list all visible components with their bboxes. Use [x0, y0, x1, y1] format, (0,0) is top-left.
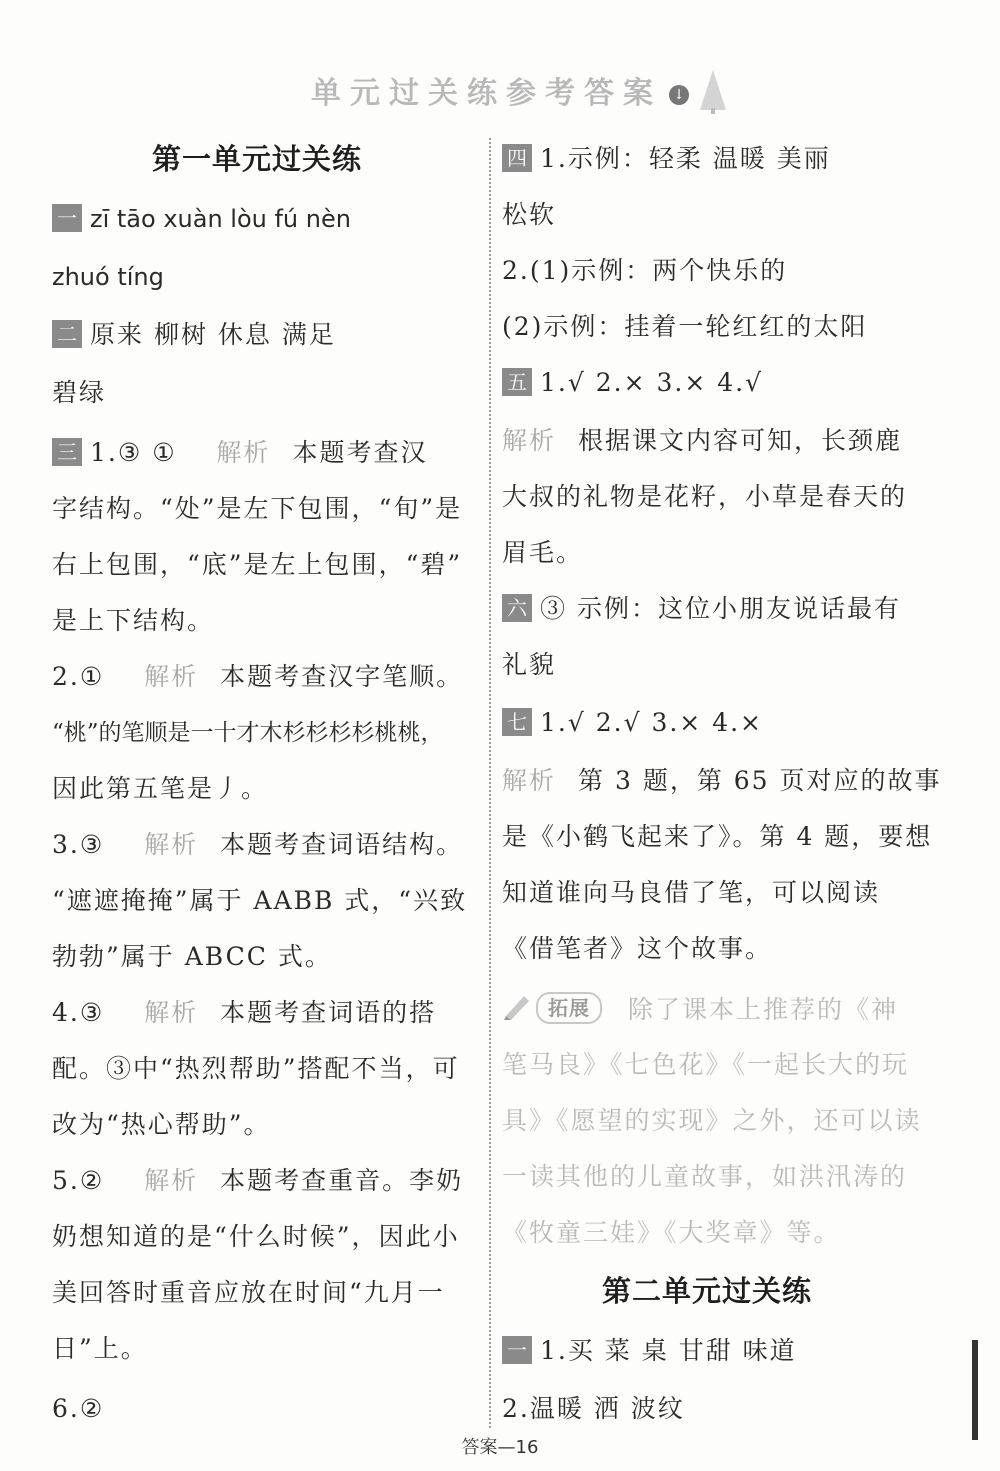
- q3-l3: 勃勃”属于 ABCC 式。: [52, 942, 332, 971]
- q5-text: 本题考查重音。李奶: [220, 1166, 464, 1195]
- s4-l3: 2.(1)示例：两个快乐的: [502, 256, 788, 285]
- q4-text: 本题考查词语的搭: [220, 998, 437, 1027]
- q4-l3: 改为“热心帮助”。: [52, 1110, 271, 1139]
- ext-l1-text: 除了课本上推荐的《神: [628, 995, 899, 1024]
- ext-l1: [502, 992, 898, 1027]
- s3-q1-l4: 是上下结构。: [52, 606, 215, 635]
- q6-answer: 6.②: [52, 1394, 105, 1423]
- s7-jx-text: 第 3 题，第 65 页对应的故事: [578, 766, 942, 795]
- u2-l1-text: 1.买 菜 桌 甘甜 味道: [540, 1336, 797, 1365]
- s7-l3: 知道谁向马良借了笔，可以阅读: [502, 878, 881, 907]
- page-number: 答案—16: [461, 1437, 539, 1458]
- s3-q1-l2: 字结构。“处”是左下包围，“旬”是: [52, 494, 463, 523]
- jiexi-label: 解析: [144, 1166, 199, 1195]
- s1-line1: [52, 202, 351, 236]
- ext-l4: 一读其他的儿童故事，如洪汛涛的: [502, 1162, 908, 1191]
- section-badge-4: 四: [502, 144, 532, 172]
- q4-answer: 4.③: [52, 998, 105, 1027]
- s7-l4: 《借笔者》这个故事。: [502, 934, 773, 963]
- pencil-icon: [502, 992, 532, 1020]
- pinyin-line2: zhuó tíng: [52, 263, 164, 291]
- section-badge-7: 七: [502, 708, 532, 736]
- u2-l2: 2.温暖 洒 波纹: [502, 1394, 685, 1423]
- q3-l2: “遮遮掩掩”属于 AABB 式，“兴致: [52, 886, 468, 915]
- q4-line1: [52, 996, 436, 1030]
- q3-answer: 3.③: [52, 830, 105, 859]
- s5-l2: 大叔的礼物是花籽，小草是春天的: [502, 482, 908, 511]
- s6-l1-text: ③ 示例：这位小朋友说话最有: [540, 594, 901, 623]
- unit1-title: 第一单元过关练: [152, 142, 363, 176]
- s4-l1: [502, 142, 831, 176]
- s3-q1-l3: 右上包围，“底”是左上包围，“碧”: [52, 550, 463, 579]
- section-badge-1: 一: [52, 204, 82, 232]
- s3-q1-answer: 1.③ ①: [90, 438, 177, 467]
- s7-l1-text: 1.√ 2.√ 3.× 4.×: [540, 708, 764, 737]
- q2-text: 本题考查汉字笔顺。: [220, 662, 464, 691]
- s5-l1-text: 1.√ 2.× 3.× 4.√: [540, 368, 764, 397]
- s5-jx-line: [502, 424, 902, 458]
- jiexi-label: 解析: [502, 426, 557, 455]
- jiexi-label: 解析: [216, 438, 271, 467]
- s2-text: 原来 柳树 休息 满足: [90, 320, 336, 349]
- jiexi-label: 解析: [144, 830, 199, 859]
- section-badge-5: 五: [502, 368, 532, 396]
- s2-line1: [52, 318, 336, 352]
- page-header: [0, 68, 1000, 118]
- tree-icon: [696, 70, 730, 114]
- s3-q1-text: 本题考查汉: [292, 438, 428, 467]
- tuozhan-badge: 拓展: [536, 992, 602, 1024]
- q2-l2: “桃”的笔顺是一十才木杉杉杉杉桃桃，: [52, 720, 444, 746]
- q5-l4: 日”上。: [52, 1334, 148, 1363]
- s5-jx-text: 根据课文内容可知，长颈鹿: [578, 426, 903, 455]
- unit2-title: 第二单元过关练: [602, 1274, 813, 1308]
- q2-line1: [52, 660, 463, 694]
- section-badge-2: 二: [52, 320, 82, 348]
- ext-l2: 笔马良》《七色花》《一起长大的玩: [502, 1050, 910, 1079]
- s7-l1: [502, 706, 763, 740]
- q4-l2: 配。③中“热烈帮助”搭配不当，可: [52, 1054, 460, 1083]
- down-arrow-icon: ↓: [669, 85, 689, 105]
- s5-l1: [502, 366, 763, 400]
- s2-cont: 碧绿: [52, 378, 107, 407]
- jiexi-label: 解析: [502, 766, 557, 795]
- s5-l3: 眉毛。: [502, 538, 584, 567]
- section-badge-3: 三: [52, 438, 82, 466]
- ext-l3: 具》《愿望的实现》之外，还可以读: [502, 1106, 922, 1135]
- q5-l2: 奶想知道的是“什么时候”，因此小: [52, 1222, 460, 1251]
- q2-answer: 2.①: [52, 662, 105, 691]
- s7-l2: 是《小鹤飞起来了》。第 4 题，要想: [502, 822, 933, 851]
- q5-line1: [52, 1164, 463, 1198]
- ext-l5: 《牧童三娃》《大奖章》等。: [502, 1218, 841, 1247]
- pinyin-line1: zī tāo xuàn lòu fú nèn: [90, 205, 351, 233]
- q3-text: 本题考查词语结构。: [220, 830, 464, 859]
- s4-l1-text: 1.示例：轻柔 温暖 美丽: [540, 144, 831, 173]
- s7-jx-line: [502, 764, 942, 798]
- q5-answer: 5.②: [52, 1166, 105, 1195]
- q3-line1: [52, 828, 463, 862]
- header-title: 单元过关练参考答案: [310, 76, 662, 111]
- u2-l1: [502, 1334, 797, 1368]
- section-badge-u2-1: 一: [502, 1336, 532, 1364]
- q5-l3: 美回答时重音应放在时间“九月一: [52, 1278, 445, 1307]
- page-edge-mark: [972, 1340, 978, 1440]
- s3-q1: [52, 436, 427, 470]
- s6-l2: 礼貌: [502, 650, 557, 679]
- jiexi-label: 解析: [144, 998, 199, 1027]
- section-badge-6: 六: [502, 594, 532, 622]
- column-divider: [489, 138, 491, 1428]
- s4-l2: 松软: [502, 200, 557, 229]
- jiexi-label: 解析: [144, 662, 199, 691]
- s4-l4: (2)示例：挂着一轮红红的太阳: [502, 312, 868, 341]
- s6-l1: [502, 592, 901, 626]
- q2-l3: 因此第五笔是丿。: [52, 774, 269, 803]
